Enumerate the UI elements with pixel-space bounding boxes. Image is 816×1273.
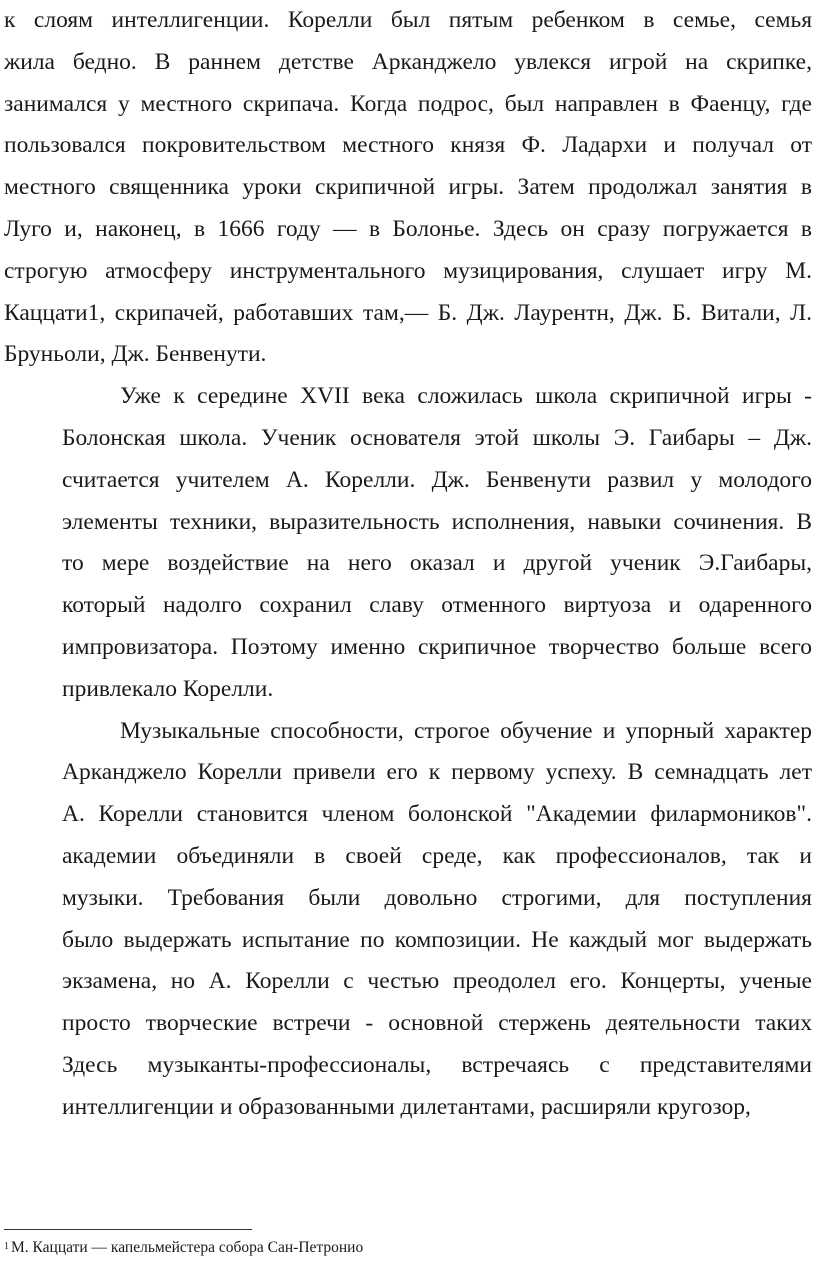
text-line: Музыкальные способности, строгое обучение и упорный характер [120, 717, 812, 744]
footnote-marker: 1 [4, 1241, 9, 1252]
text-line: местного священника уроки скрипичной игры. Затем продолжал занятия в [4, 174, 812, 201]
text-line: привлекало Корелли. [62, 675, 274, 702]
text-line: Луго и, наконец, в 1666 году — в Болонье. Здесь он сразу погружается в [4, 215, 812, 242]
text-line: Болонская школа. Ученик основателя этой школы Э. Гаибары – Дж. [62, 424, 812, 451]
text-line: А. Корелли становится членом болонской "Академии филармоников". [62, 801, 812, 828]
text-line: считается учителем А. Корелли. Дж. Бенвенути развил у молодого [62, 466, 812, 493]
text-line: строгую атмосферу инструментального музицирования, слушает игру М. [4, 257, 812, 284]
text-line: жила бедно. В раннем детстве Арканджело увлекся игрой на скрипке, [4, 48, 812, 75]
paragraph [4, 0, 812, 376]
text-line: интеллигенции и образованными дилетантами, расширяли кругозор, [62, 1093, 751, 1120]
text-line: просто творческие встречи - основной стержень деятельности таких [62, 1010, 812, 1037]
footnote-divider [4, 1229, 252, 1230]
body-text [4, 0, 812, 1129]
text-line: к слоям интеллигенции. Корелли был пятым ребенком в семье, семья [4, 7, 812, 33]
text-line: элементы техники, выразительность исполнения, навыки сочинения. В [62, 508, 812, 535]
text-line: то мере воздействие на него оказал и другой ученик Э.Гаибары, [62, 550, 812, 577]
text-line: Уже к середине XVII века сложилась школа скрипичной игры - [120, 383, 812, 410]
text-line: занимался у местного скрипача. Когда подрос, был направлен в Фаенцу, где [4, 90, 812, 117]
text-line: Каццати1, скрипачей, работавших там,— Б. Дж. Лаурентн, Дж. Б. Витали, Л. [4, 299, 812, 326]
paragraph [4, 711, 812, 1129]
text-line: который надолго сохранил славу отменного виртуоза и одаренного [62, 592, 812, 619]
footnote-text: М. Каццати — капельмейстера собора Сан-Петронио [11, 1239, 364, 1256]
text-line: музыки. Требования были довольно строгими, для поступления [62, 884, 812, 911]
text-line: было выдержать испытание по композиции. Не каждый мог выдержать [62, 926, 812, 953]
text-line: пользовался покровительством местного князя Ф. Ладархи и получал от [4, 132, 812, 159]
text-line: Здесь музыканты-профессионалы, встречаясь с представителями [62, 1051, 812, 1078]
footnote [4, 1238, 812, 1258]
text-line: академии объединяли в своей среде, как профессионалов, так и [62, 842, 812, 869]
text-line: Бруньоли, Дж. Бенвенути. [4, 341, 267, 368]
text-line: Арканджело Корелли привели его к первому успеху. В семнадцать лет [62, 759, 812, 786]
text-line: импровизатора. Поэтому именно скрипичное творчество больше всего [62, 633, 812, 660]
text-line: экзамена, но А. Корелли с честью преодолел его. Концерты, ученые [62, 968, 812, 995]
paragraph [4, 376, 812, 710]
